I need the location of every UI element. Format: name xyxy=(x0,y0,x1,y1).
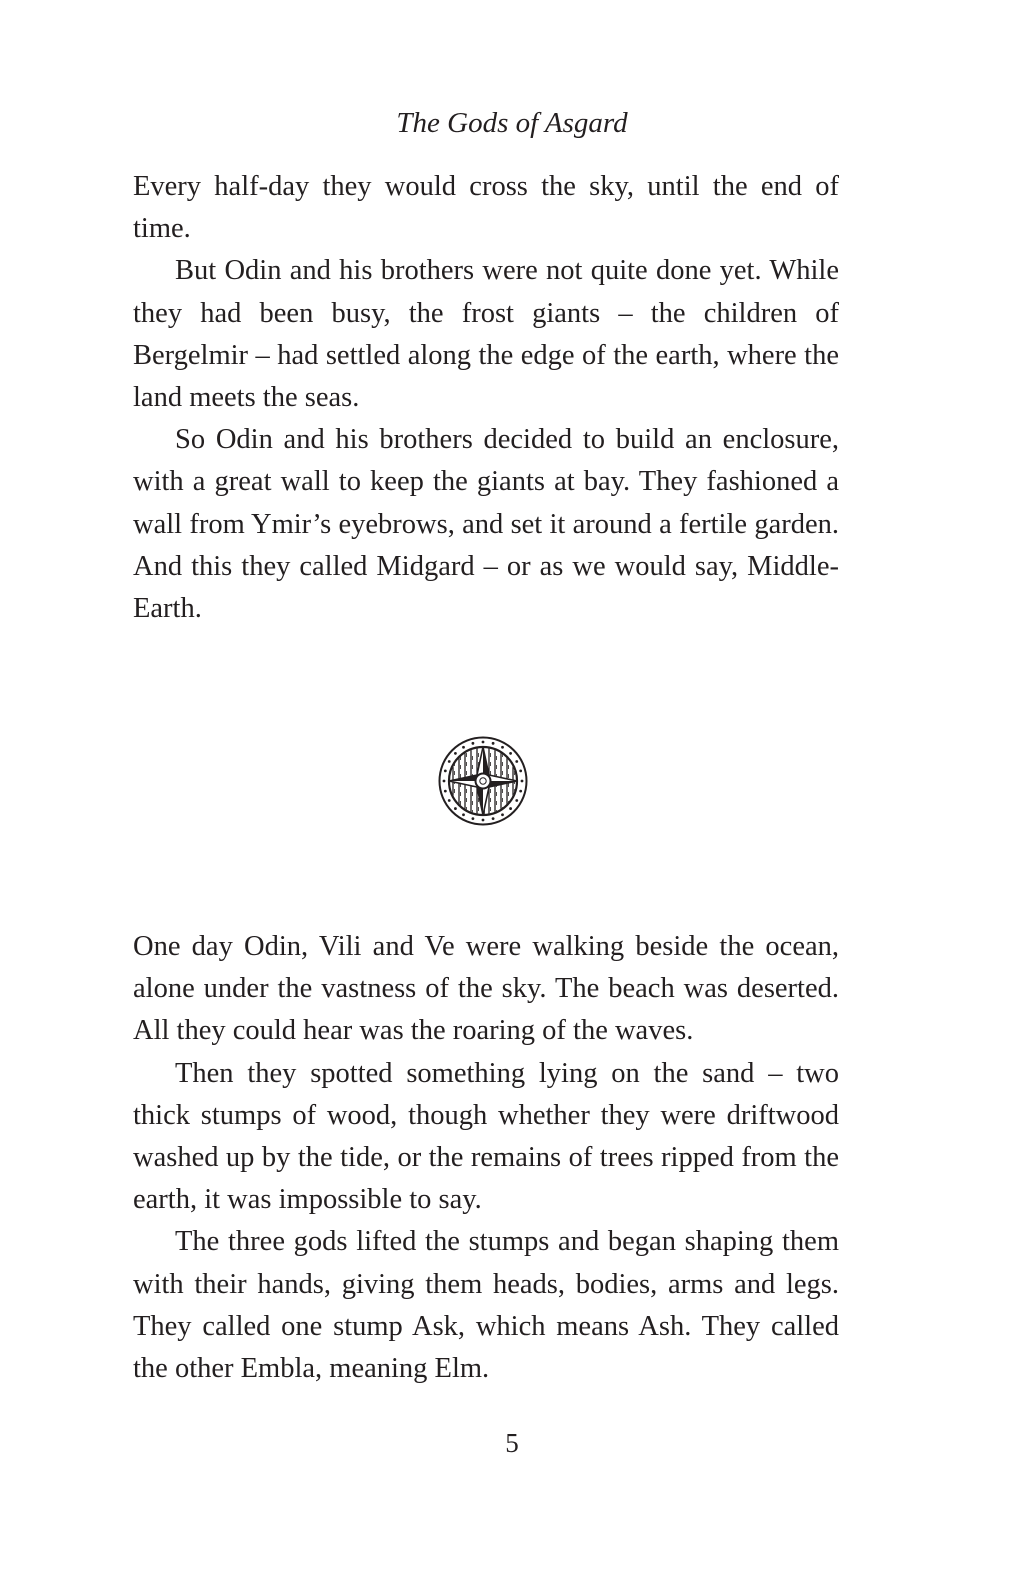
running-head: The Gods of Asgard xyxy=(396,107,628,139)
page-number: 5 xyxy=(505,1428,519,1458)
paragraph-3: So Odin and his brothers decided to build an enclosure, with a great wall to keep the giants at bay. They fashioned a wall from Ymir’s eyebrows, and set it around a fertile garden. And this they called Midgard – or as we would say, Middle-Earth. xyxy=(133,424,839,625)
viking-shield-icon xyxy=(437,735,529,827)
paragraph-4: One day Odin, Vili and Ve were walking beside the ocean, alone under the vastness of the sky. The beach was deserted. All they could hear was the roaring of the waves. xyxy=(133,931,839,1047)
paragraph-1: Every half-day they would cross the sky, until the end of time. xyxy=(133,171,839,245)
paragraph-6: The three gods lifted the stumps and began shaping them with their hands, giving them heads, bodies, arms and legs. They called one stump Ask, which means Ash. They called the other Embla, meaning Elm. xyxy=(133,1226,839,1385)
paragraph-5: Then they spotted something lying on the sand – two thick stumps of wood, though whether they were driftwood washed up by the tide, or the remains of trees ripped from the earth, it was impossible to say. xyxy=(133,1057,839,1216)
section-2-text xyxy=(133,926,839,1390)
section-1-text xyxy=(133,166,839,630)
paragraph-2: But Odin and his brothers were not quite done yet. While they had been busy, the frost giants – the children of Bergelmir – had settled along the edge of the earth, where the land meets the seas. xyxy=(133,255,839,414)
